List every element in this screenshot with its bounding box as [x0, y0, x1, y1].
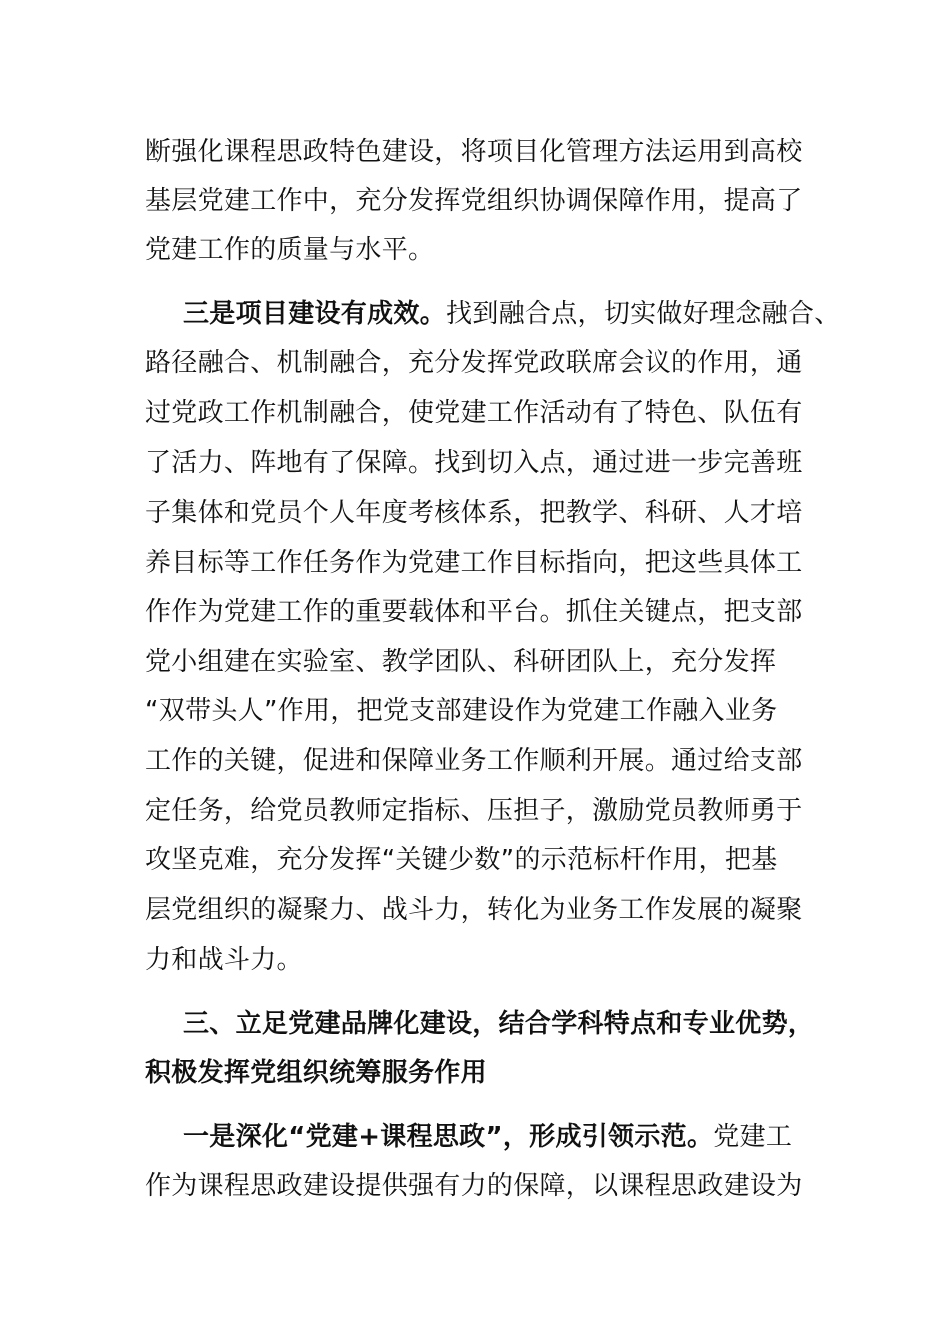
para3-heading: 一是深化“党建+课程思政”，形成引领示范。: [183, 1122, 714, 1152]
section-heading-line-1: 三、立足党建品牌化建设，结合学科特点和专业优势，: [183, 1009, 815, 1039]
para2-line: 路径融合、机制融合，充分发挥党政联席会议的作用，通: [145, 348, 803, 378]
para1-line-3: 党建工作的质量与水平。: [145, 235, 435, 265]
para3-first-line: [183, 1120, 792, 1154]
para2-line: 工作的关键，促进和保障业务工作顺利开展。通过给支部: [145, 746, 803, 776]
para3-line: 作为课程思政建设提供强有力的保障，以课程思政建设为: [145, 1171, 803, 1201]
para2-heading: 三是项目建设有成效。: [183, 299, 447, 329]
para2-line: “双带头人”作用，把党支部建设作为党建工作融入业务: [145, 696, 778, 726]
para2-first-line: [183, 297, 841, 331]
para2-line: 子集体和党员个人年度考核体系，把教学、科研、人才培: [145, 498, 803, 528]
para2-line: 攻坚克难，充分发挥“关键少数”的示范标杆作用，把基: [145, 845, 778, 875]
para2-line: 作作为党建工作的重要载体和平台。抓住关键点，把支部: [145, 597, 803, 627]
para2-line: 层党组织的凝聚力、战斗力，转化为业务工作发展的凝聚: [145, 895, 803, 925]
para1-line-1: 断强化课程思政特色建设，将项目化管理方法运用到高校: [145, 137, 803, 167]
para2-line: 党小组建在实验室、教学团队、科研团队上，充分发挥: [145, 647, 777, 677]
para2-line: 力和战斗力。: [145, 945, 303, 975]
para2-line: 养目标等工作任务作为党建工作目标指向，把这些具体工: [145, 548, 803, 578]
para1-line-2: 基层党建工作中，充分发挥党组织协调保障作用，提高了: [145, 186, 803, 216]
para2-first-line-text: 找到融合点，切实做好理念融合、: [446, 299, 841, 329]
section-heading-line-2: 积极发挥党组织统筹服务作用: [145, 1058, 487, 1088]
para2-line: 了活力、阵地有了保障。找到切入点，通过进一步完善班: [145, 448, 803, 478]
para2-line: 过党政工作机制融合，使党建工作活动有了特色、队伍有: [145, 398, 803, 428]
para3-first-line-text: 党建工: [713, 1122, 793, 1152]
para2-line: 定任务，给党员教师定指标、压担子，激励党员教师勇于: [145, 796, 803, 826]
